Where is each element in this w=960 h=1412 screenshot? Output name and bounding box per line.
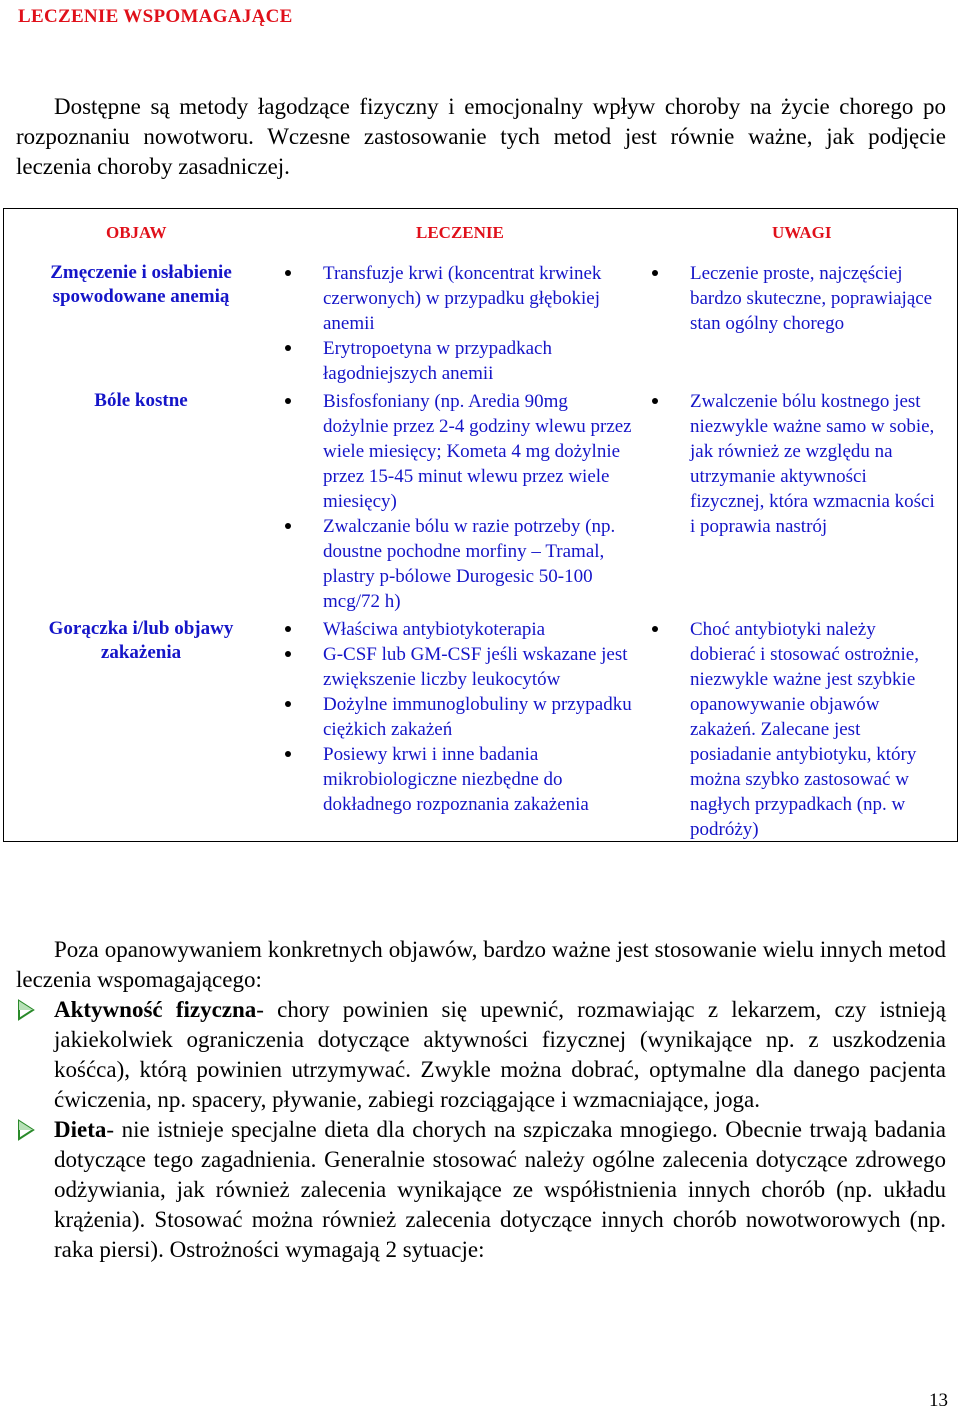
list-item-physical-activity [16, 995, 946, 1115]
list-item: Zwalczanie bólu w razie potrzeby (np. doustne pochodne morfiny – Tramal, plastry p-bólowe Durogesic 50-100 mcg/72 h) [285, 514, 635, 614]
list-item: Choć antybiotyki należy dobierać i stosować ostrożnie, niezwykle ważne jest szybkie opanowywanie objawów zakażeń. Zalecane jest posiadanie antybiotyku, który można szybko zastosować w nagłych przypadkach (np. w podróży) [652, 617, 942, 842]
column-header-symptom: OBJAW [106, 223, 167, 242]
list-item: Bisfosfoniany (np. Aredia 90mg dożylnie przez 2-4 godziny wlewu przez wiele miesięcy; Kometa 4 mg dożylnie przez 15-45 minut wlewu przez wiele miesięcy) [285, 389, 635, 514]
treatment-cell [285, 261, 625, 386]
list-item: Posiewy krwi i inne badania mikrobiologiczne niezbędne do dokładnego rozpoznania zakażenia [285, 742, 640, 817]
bullet-icon [285, 523, 291, 529]
item-term: Dieta [54, 1117, 107, 1142]
arrow-bullet-icon [16, 999, 36, 1021]
column-header-notes: UWAGI [772, 223, 832, 242]
list-item: Leczenie proste, najczęściej bardzo skuteczne, poprawiające stan ogólny chorego [652, 261, 942, 336]
notes-cell [652, 389, 942, 539]
list-item: Zwalczenie bólu kostnego jest niezwykle ważne samo w sobie, jak również ze względu na utrzymanie aktywności fizycznej, która wzmacnia kości i poprawia nastrój [652, 389, 942, 539]
bullet-icon [285, 751, 291, 757]
item-term: Aktywność fizyczna [54, 997, 257, 1022]
bullet-icon [285, 398, 291, 404]
page-number: 13 [929, 1390, 948, 1411]
bullet-icon [652, 270, 658, 276]
symptom-fever-infection: Gorączka i/lub objawy zakażenia [48, 618, 234, 663]
body-paragraph: Poza opanowywaniem konkretnych objawów, bardzo ważne jest stosowanie wielu innych metod leczenia wspomagającego: [16, 937, 946, 992]
bullet-icon [285, 626, 291, 632]
item-text: - chory powinien się upewnić, rozmawiając z lekarzem, czy istnieją jakiekolwiek ograniczenia dotyczące aktywności fizycznej (wynikające np. z uszkodzenia kośćca), którą powinien utrzymywać. Zwykle można dobrać, optymalne dla danego pacjenta ćwiczenia, np. spacery, pływanie, zabiegi rozciągające i wzmacniające, joga. [54, 997, 946, 1112]
list-item: G-CSF lub GM-CSF jeśli wskazane jest zwiększenie liczby leukocytów [285, 642, 640, 692]
bullet-icon [652, 398, 658, 404]
notes-cell [652, 617, 942, 842]
treatment-cell [285, 389, 635, 614]
list-item: Właściwa antybiotykoterapia [285, 617, 640, 642]
bullet-icon [285, 270, 291, 276]
section-heading: LECZENIE WSPOMAGAJĄCE [18, 6, 293, 27]
intro-paragraph: Dostępne są metody łagodzące fizyczny i emocjonalny wpływ choroby na życie chorego po rozpoznaniu nowotworu. Wczesne zastosowanie tych metod jest równie ważne, jak podjęcie leczenia choroby zasadniczej. [16, 94, 946, 179]
list-item: Dożylne immunoglobuliny w przypadku ciężkich zakażeń [285, 692, 640, 742]
bullet-icon [285, 651, 291, 657]
column-header-treatment: LECZENIE [416, 223, 504, 242]
supportive-care-section [16, 935, 946, 1265]
list-item-diet [16, 1115, 946, 1265]
treatment-table [3, 208, 958, 842]
symptom-anemia: Zmęczenie i osłabienie spowodowane anemią [50, 262, 232, 307]
item-text: - nie istnieje specjalne dieta dla chorych na szpiczaka mnogiego. Obecnie trwają badania dotyczące tego zagadnienia. Generalnie stosować należy ogólne zalecenia dotyczące zdrowego odżywiania, jak również zalecenia wynikające ze współistnienia innych chorób (np. układu krążenia). Stosować można również zalecenia dotyczące innych chorób nowotworowych (np. raka piersi). Ostrożności wymagają 2 sytuacje: [54, 1117, 946, 1262]
list-item: Transfuzje krwi (koncentrat krwinek czerwonych) w przypadku głębokiej anemii [285, 261, 625, 336]
list-item: Erytropoetyna w przypadkach łagodniejszych anemii [285, 336, 625, 386]
bullet-icon [652, 626, 658, 632]
arrow-bullet-icon [16, 1119, 36, 1141]
treatment-cell [285, 617, 640, 817]
bullet-icon [285, 701, 291, 707]
symptom-bone-pain: Bóle kostne [94, 390, 188, 411]
notes-cell [652, 261, 942, 336]
bullet-icon [285, 345, 291, 351]
